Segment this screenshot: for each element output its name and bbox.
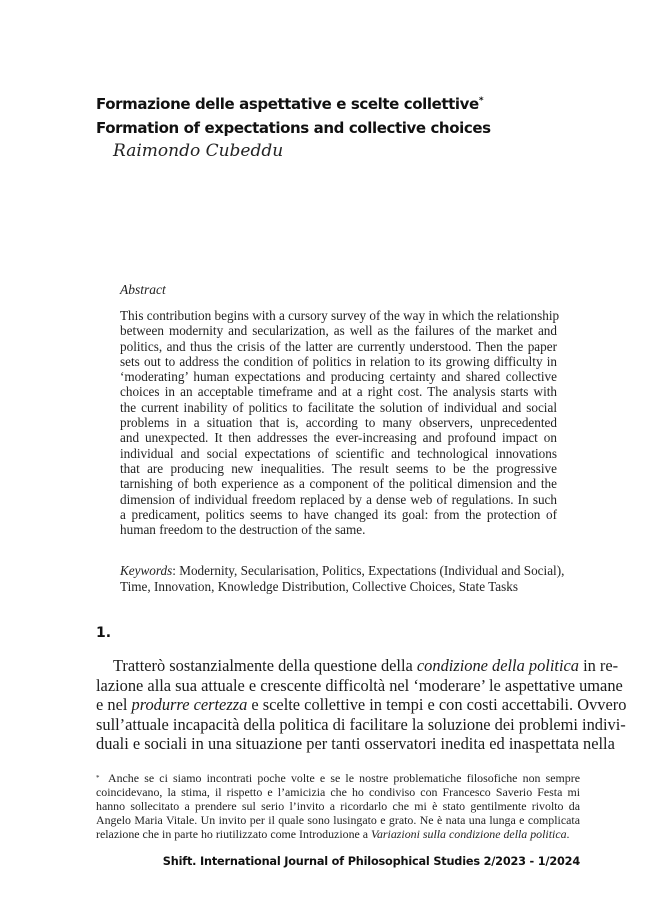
- abstract-line: that are producing new inequalities. The result seems to be the progressive: [120, 460, 557, 476]
- body-text-run: in re-: [578, 656, 619, 675]
- abstract-heading: Abstract: [120, 282, 166, 297]
- body-line: [96, 695, 627, 715]
- body-emphasis: condizione della politica: [416, 656, 579, 675]
- journal-footer: Shift. International Journal of Philosophical Studies 2/2023 - 1/2024: [162, 855, 580, 868]
- footnote-line: hanno sollecitato a prendere sul serio l’invito a ricordarlo che mi è stato gentilmente rivolto da: [96, 798, 580, 813]
- body-text-run: e nel: [96, 695, 132, 714]
- abstract-line: the current inability of politics to facilitate the solution of individual and social: [120, 399, 557, 415]
- keywords-label: Keywords: [120, 563, 173, 578]
- footnote-line: coincidevano, la stima, il rispetto e l’amicizia che ho condiviso con Francesco Saverio Festa mi: [96, 784, 580, 799]
- footnote-line: Anche se ci siamo incontrati poche volte e se le nostre problematiche filosofiche non sempre: [108, 771, 580, 785]
- abstract-line: and unexpected. It then addresses the ever-increasing and profound impact on: [120, 430, 557, 446]
- keywords-line-1: [120, 563, 565, 579]
- body-emphasis: produrre certezza: [131, 695, 248, 714]
- footnote: [96, 772, 580, 842]
- abstract-line: choices in an acceptable timeframe and at a right cost. The analysis starts with: [120, 384, 557, 400]
- abstract-line: tarnishing of both experience as a component of the political dimension and the: [120, 476, 557, 492]
- keywords-list-part-1: : Modernity, Secularisation, Politics, Expectations (Individual and Social),: [172, 563, 565, 578]
- body-line: sull’attuale incapacità della politica di facilitare la soluzione dei problemi indivi-: [96, 714, 626, 734]
- abstract-line: sets out to address the condition of politics in relation to its growing difficulty in: [120, 353, 557, 369]
- body-text-run: Tratterò sostanzialmente della questione della: [113, 656, 417, 675]
- body-paragraph: [96, 656, 627, 754]
- title-footnote-marker[interactable]: *: [478, 96, 484, 106]
- footnote-line: Angelo Maria Vitale. Un invito per il quale sono lusingato e grato. Ne è nata una lunga e complicata: [96, 812, 580, 827]
- abstract-line: This contribution begins with a cursory survey of the way in which the relationship: [120, 308, 560, 323]
- abstract-line: human freedom to the destruction of the same.: [120, 522, 366, 538]
- keywords: [120, 563, 565, 595]
- body-line: duali e sociali in una situazione per tanti osservatori inedita ed inaspettata nella: [96, 734, 615, 753]
- abstract-line: dimension of individual freedom replaced by a dense web of regulations. In such: [120, 491, 557, 507]
- abstract-line: between modernity and secularization, as well as the failures of the market and: [120, 323, 557, 339]
- body-text-run: e scelte collettive in tempi e con costi accettabili. Ovvero: [247, 695, 627, 714]
- abstract-line: ‘moderating’ human expectations and producing certainty and shared collective: [120, 369, 557, 385]
- title-italian-text: Formazione delle aspettative e scelte collettive: [96, 95, 479, 113]
- abstract-body: [120, 308, 560, 538]
- abstract-line: a predicament, politics seems to have changed its goal: from the protection of: [120, 506, 557, 522]
- footnote-line: [96, 828, 580, 842]
- author-name: Raimondo Cubeddu: [113, 141, 284, 161]
- abstract-line: problems in a situation that is, according to many observers, unprecedented: [120, 415, 557, 431]
- title-english: Formation of expectations and collective choices: [96, 119, 491, 137]
- section-heading: 1.: [96, 625, 112, 641]
- footnote-text-run: relazione che in parte ho riutilizzato come Introduzione a: [96, 826, 372, 841]
- abstract-line: politics, and thus the crisis of the latter are currently understood. Then the paper: [120, 338, 557, 354]
- abstract-line: individual and social expectations of scientific and technological innovations: [120, 445, 557, 461]
- footnote-marker: *: [96, 774, 100, 782]
- body-line: lazione alla sua attuale e crescente difficoltà nel ‘moderare’ le aspettative umane: [96, 675, 623, 695]
- body-line: [96, 656, 619, 676]
- footnote-text-run: .: [566, 826, 570, 841]
- footnote-book-title: Variazioni sulla condizione della politica: [371, 826, 567, 841]
- title-italian: [96, 95, 483, 113]
- keywords-list-part-2: Time, Innovation, Knowledge Distribution, Collective Choices, State Tasks: [120, 579, 518, 594]
